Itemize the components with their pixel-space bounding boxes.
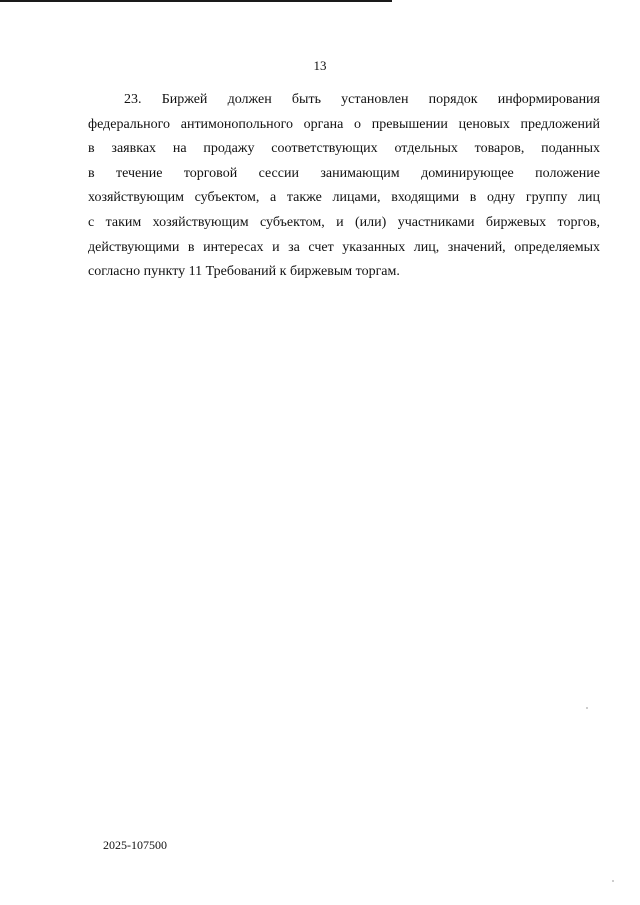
paragraph-line: в течение торговой сессии занимающим доминирующее положение [88,165,600,181]
paragraph-line: в заявках на продажу соответствующих отдельных товаров, поданных [88,141,600,157]
scan-border-line [0,0,392,2]
scan-speck [586,707,588,709]
page-number: 13 [313,58,327,73]
paragraph-line: хозяйствующим субъектом, а также лицами, входящими в одну группу лиц [88,190,600,206]
document-id: 2025-107500 [103,838,167,852]
paragraph-line: согласно пункту 11 Требований к биржевым торгам. [88,264,400,280]
scan-speck [612,880,614,882]
paragraph-line: федерального антимонопольного органа о превышении ценовых предложений [88,116,600,132]
paragraph-line: действующими в интересах и за счет указанных лиц, значений, определяемых [88,239,600,255]
paragraph-line: с таким хозяйствующим субъектом, и (или) участниками биржевых торгов, [88,214,600,230]
paragraph-23 [88,88,600,285]
paragraph-line: 23. Биржей должен быть установлен порядок информирования [124,92,600,107]
